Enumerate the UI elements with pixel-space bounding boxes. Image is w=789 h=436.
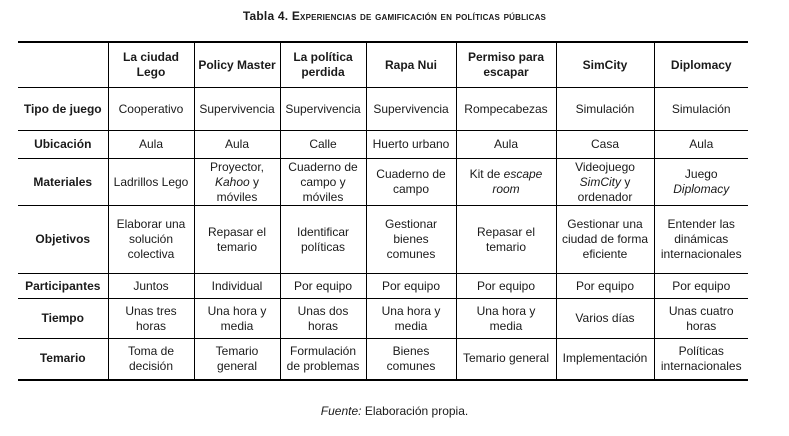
table-cell: Temario general xyxy=(456,339,556,380)
row-label: Participantes xyxy=(18,274,108,299)
table-cell: Implementación xyxy=(556,339,654,380)
source-note xyxy=(0,404,789,418)
table-cell: Unas dos horas xyxy=(280,299,366,339)
cell-text: y móviles xyxy=(216,174,260,204)
italic-text: SimCity xyxy=(579,174,621,189)
table-cell: Huerto urbano xyxy=(366,131,456,159)
table-cell: Formulación de problemas xyxy=(280,339,366,380)
table-cell: Casa xyxy=(556,131,654,159)
source-label: Fuente: xyxy=(320,404,362,418)
table-cell: Aula xyxy=(456,131,556,159)
table-cell: Supervivencia xyxy=(280,88,366,131)
cell-text: y ordenador xyxy=(577,174,633,204)
table-cell xyxy=(280,159,366,206)
row-label: Materiales xyxy=(18,159,108,206)
table-cell: Una hora y media xyxy=(194,299,280,339)
table-title-text: Experiencias de gamificación en políticas públicas xyxy=(291,9,547,23)
table-cell: Toma de decisión xyxy=(108,339,194,380)
table-header xyxy=(18,42,748,88)
table-cell: Unas cuatro horas xyxy=(654,299,748,339)
table-cell: Por equipo xyxy=(456,274,556,299)
table-cell: Aula xyxy=(108,131,194,159)
table-row xyxy=(18,274,748,299)
table-cell: Juntos xyxy=(108,274,194,299)
table-row xyxy=(18,206,748,274)
source-text: Elaboración propia. xyxy=(364,404,469,418)
row-label: Objetivos xyxy=(18,206,108,274)
italic-text: escape room xyxy=(492,167,543,196)
table-cell: Bienes comunes xyxy=(366,339,456,380)
table-cell: Individual xyxy=(194,274,280,299)
row-label: Tipo de juego xyxy=(18,88,108,131)
table-cell: Supervivencia xyxy=(366,88,456,131)
table-cell: Identificar políticas xyxy=(280,206,366,274)
table-cell: Simulación xyxy=(654,88,748,131)
cell-text: Cuaderno de campo xyxy=(376,167,446,196)
column-header: La ciudad Lego xyxy=(108,42,194,88)
table-row xyxy=(18,131,748,159)
table-cell xyxy=(366,159,456,206)
column-header: SimCity xyxy=(556,42,654,88)
table-cell: Políticas internacionales xyxy=(654,339,748,380)
italic-text: Kahoo xyxy=(214,174,250,189)
table-cell: Una hora y media xyxy=(366,299,456,339)
table-cell: Por equipo xyxy=(556,274,654,299)
table-title-label: Tabla 4. xyxy=(242,9,289,23)
table-cell: Por equipo xyxy=(280,274,366,299)
table-cell: Por equipo xyxy=(366,274,456,299)
table-cell: Aula xyxy=(654,131,748,159)
table-cell: Gestionar una ciudad de forma eficiente xyxy=(556,206,654,274)
cell-text: Cuaderno de campo y móviles xyxy=(288,159,358,204)
table-cell xyxy=(456,159,556,206)
table-cell: Repasar el temario xyxy=(456,206,556,274)
table-cell: Unas tres horas xyxy=(108,299,194,339)
table-cell: Entender las dinámicas internacionales xyxy=(654,206,748,274)
header-corner-cell xyxy=(18,42,108,88)
table-row xyxy=(18,88,748,131)
table-row xyxy=(18,299,748,339)
table-cell: Una hora y media xyxy=(456,299,556,339)
column-header: Diplomacy xyxy=(654,42,748,88)
table-title xyxy=(0,9,789,23)
table-cell: Rompecabezas xyxy=(456,88,556,131)
table-cell: Repasar el temario xyxy=(194,206,280,274)
table-cell: Cooperativo xyxy=(108,88,194,131)
table-cell: Aula xyxy=(194,131,280,159)
cell-text: Ladrillos Lego xyxy=(113,174,189,189)
table-cell: Calle xyxy=(280,131,366,159)
column-header: Policy Master xyxy=(194,42,280,88)
table-cell: Simulación xyxy=(556,88,654,131)
gamification-table xyxy=(18,41,748,381)
table-cell: Varios días xyxy=(556,299,654,339)
italic-text: Diplomacy xyxy=(673,182,730,196)
table-cell: Temario general xyxy=(194,339,280,380)
table-body xyxy=(18,88,748,380)
header-row xyxy=(18,42,748,88)
table-cell xyxy=(108,159,194,206)
column-header: La política perdida xyxy=(280,42,366,88)
table-cell xyxy=(194,159,280,206)
cell-text: Juego xyxy=(684,167,718,181)
row-label: Tiempo xyxy=(18,299,108,339)
table-cell xyxy=(654,159,748,206)
column-header: Permiso para escapar xyxy=(456,42,556,88)
table-cell: Gestionar bienes comunes xyxy=(366,206,456,274)
table-cell: Por equipo xyxy=(654,274,748,299)
row-label: Ubicación xyxy=(18,131,108,159)
cell-text: Proyector, xyxy=(209,159,265,174)
table-row xyxy=(18,339,748,380)
table-cell: Elaborar una solución colectiva xyxy=(108,206,194,274)
column-header: Rapa Nui xyxy=(366,42,456,88)
table-cell xyxy=(556,159,654,206)
cell-text: Kit de xyxy=(469,167,504,181)
cell-text: Videojuego xyxy=(575,159,635,174)
table-cell: Supervivencia xyxy=(194,88,280,131)
row-label: Temario xyxy=(18,339,108,380)
table-row xyxy=(18,159,748,206)
